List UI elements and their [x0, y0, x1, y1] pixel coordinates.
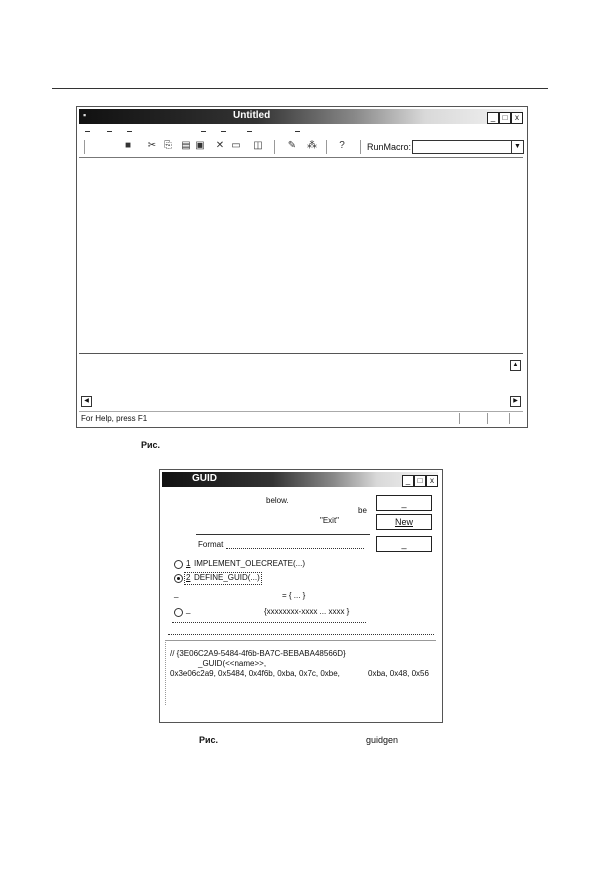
scroll-up-icon[interactable]: ▲ — [510, 360, 521, 371]
window-icon[interactable]: ▭ — [231, 140, 241, 151]
copy-button[interactable]: _ — [376, 495, 432, 511]
run-macro-combobox[interactable] — [412, 140, 524, 154]
find-icon[interactable]: ✕ — [215, 140, 225, 151]
app-icon[interactable]: ▪ — [83, 110, 87, 120]
editor-area[interactable] — [79, 157, 523, 352]
minimize-icon[interactable]: _ — [402, 475, 414, 487]
menu-item[interactable] — [295, 131, 300, 132]
option-2-radio[interactable] — [174, 574, 183, 583]
format-group-label: Format — [198, 540, 224, 549]
scroll-left-icon[interactable]: ◀ — [81, 396, 92, 407]
main-title-bar[interactable] — [79, 109, 523, 124]
instruction-text: "Exit" — [320, 516, 340, 525]
scroll-right-icon[interactable]: ▶ — [510, 396, 521, 407]
status-text: For Help, press F1 — [81, 414, 148, 423]
toolbar — [80, 139, 524, 155]
toolbar-separator — [360, 140, 361, 154]
menu-item[interactable] — [201, 131, 206, 132]
option-2-key: 2 — [186, 573, 191, 582]
status-bar — [79, 411, 523, 425]
option-4-marker: _ — [186, 605, 191, 614]
pen-icon[interactable]: ✎ — [287, 140, 297, 151]
chevron-down-icon[interactable]: ▼ — [511, 141, 523, 153]
option-1-key: 1 — [186, 559, 191, 568]
menu-item[interactable] — [127, 131, 132, 132]
instruction-text: be — [358, 506, 367, 515]
menu-item[interactable] — [221, 131, 226, 132]
option-1-radio[interactable] — [174, 560, 183, 569]
close-icon[interactable]: x — [426, 475, 438, 487]
exit-button[interactable]: _ — [376, 536, 432, 552]
result-line: 0x3e06c2a9, 0x5484, 0x4f6b, 0xba, 0x7c, 0xbe, — [170, 669, 340, 678]
result-line: 0xba, 0x48, 0x56 — [368, 669, 429, 678]
tools-icon[interactable]: ⁂ — [307, 140, 317, 151]
save-icon[interactable]: ■ — [124, 140, 132, 151]
option-4-label[interactable]: {xxxxxxxx-xxxx ... xxxx } — [264, 607, 350, 616]
divider — [196, 534, 370, 535]
result-frame — [168, 634, 434, 635]
guid-dialog-title: GUID — [192, 473, 217, 484]
instruction-text: below. — [266, 496, 289, 505]
guid-title-bar[interactable] — [162, 472, 438, 487]
status-pane-divider — [459, 413, 460, 424]
option-4-radio[interactable] — [174, 608, 183, 617]
maximize-icon[interactable]: □ — [414, 475, 426, 487]
option-3-label[interactable]: = { ... } — [282, 591, 306, 600]
group-frame — [172, 622, 366, 623]
toolbar-separator — [326, 140, 327, 154]
run-macro-label: RunMacro: — [367, 142, 412, 152]
status-pane-divider — [487, 413, 488, 424]
new-guid-button[interactable]: New — [376, 514, 432, 530]
menu-bar — [81, 127, 381, 136]
main-window — [76, 106, 528, 428]
figure-caption-1: Рис. — [141, 440, 161, 450]
cut-icon[interactable]: ✂ — [147, 140, 157, 151]
option-1-label[interactable]: IMPLEMENT_OLECREATE(...) — [194, 559, 305, 568]
close-icon[interactable]: x — [511, 112, 523, 124]
status-pane-divider — [509, 413, 510, 424]
result-line: // {3E06C2A9-5484-4f6b-BA7C-BEBABA48566D} — [170, 649, 346, 658]
copy-icon[interactable]: ⎘ — [164, 140, 172, 151]
paste-icon[interactable]: ▤ — [181, 140, 191, 151]
guid-dialog — [159, 469, 443, 723]
group-frame — [226, 548, 364, 549]
menu-item[interactable] — [247, 131, 252, 132]
output-pane[interactable] — [79, 353, 523, 410]
toolbar-separator — [84, 140, 85, 154]
menu-item[interactable] — [107, 131, 112, 132]
print-icon[interactable]: ▣ — [195, 140, 205, 151]
window-icon[interactable]: ◫ — [253, 140, 263, 151]
option-2-label[interactable]: DEFINE_GUID(...) — [194, 573, 260, 582]
menu-item[interactable] — [85, 131, 90, 132]
option-3-marker: _ — [174, 589, 179, 598]
figure-caption-2-name: guidgen — [366, 735, 399, 745]
result-box[interactable] — [165, 640, 436, 705]
figure-caption-2: Рис. — [199, 735, 219, 745]
minimize-icon[interactable]: _ — [487, 112, 499, 124]
main-window-title: Untitled — [233, 110, 271, 121]
toolbar-separator — [274, 140, 275, 154]
maximize-icon[interactable]: □ — [499, 112, 511, 124]
result-line: _GUID(<<name>>, — [198, 659, 267, 668]
help-icon[interactable]: ? — [339, 140, 345, 151]
page-rule — [52, 88, 548, 89]
